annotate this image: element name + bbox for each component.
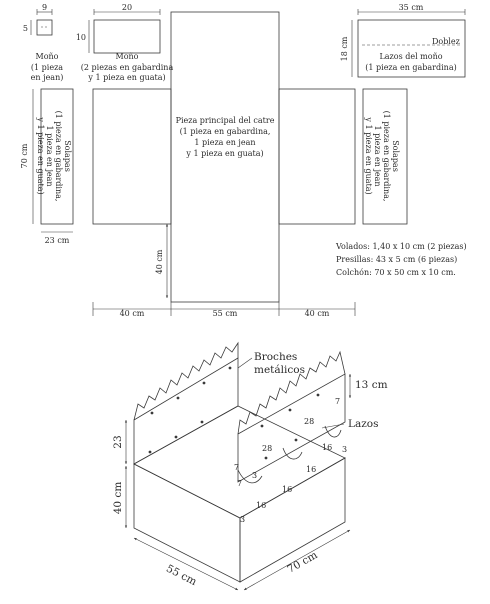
left-flap-line-1: Solapas: [63, 140, 72, 172]
main-piece-line-1: Pieza principal del catre: [175, 116, 275, 125]
lazos-height: 18 cm: [340, 36, 349, 62]
main-piece-line-3: 1 pieza en jean: [194, 138, 256, 147]
lazos-title: Lazos del moño: [379, 52, 443, 61]
inner-dim-7b: 7: [335, 397, 341, 406]
inner-dim-28b: 28: [304, 417, 315, 426]
mono-large-note-1: (2 piezas en gabardina: [80, 63, 174, 72]
note-presillas: Presillas: 43 x 5 cm (6 piezas): [336, 255, 458, 264]
mono-large-note-2: y 1 pieza en guata): [88, 73, 166, 82]
mono-small-note-2: en jean): [30, 73, 64, 82]
lazos-piece: [340, 3, 465, 77]
note-colchon: Colchón: 70 x 50 cm x 10 cm.: [336, 268, 456, 277]
main-piece-width: 55 cm: [212, 309, 238, 318]
mono-small-piece: [23, 3, 63, 82]
bed-3d-drawing: [112, 343, 388, 590]
mono-small-note-1: (1 pieza: [30, 63, 64, 72]
mono-small-title: Moño: [35, 52, 59, 61]
dim-55cm: 55 cm: [164, 562, 199, 589]
mono-large-piece: [76, 3, 174, 82]
mono-small-height: 5: [22, 24, 28, 33]
bottom-left-dim: 40 cm: [119, 309, 145, 318]
inner-dim-16b: 16: [282, 485, 293, 494]
bottom-right-dim: 40 cm: [304, 309, 330, 318]
inner-dim-7c: 7: [237, 479, 243, 488]
dim-70cm: 70 cm: [285, 549, 320, 576]
left-flap-line-2: (1 pieza en gabardina,: [54, 110, 63, 202]
left-flap-line-3: 1 pieza en jean: [45, 125, 54, 187]
dim-23: 23: [112, 435, 124, 449]
dim-13cm: 13 cm: [355, 379, 388, 391]
inner-dim-7a: 7: [234, 463, 240, 472]
inner-dim-3a: 3: [240, 515, 246, 524]
main-piece-line-4: y 1 pieza en guata): [186, 149, 264, 158]
note-volados: Volados: 1,40 x 10 cm (2 piezas): [336, 242, 467, 251]
broches-label-2: metálicos: [254, 364, 305, 376]
inner-dim-16d: 16: [322, 443, 333, 452]
dim-40cm: 40 cm: [112, 481, 124, 515]
lazos-width: 35 cm: [398, 3, 424, 12]
mono-large-height: 10: [75, 33, 86, 42]
right-flap-line-4: y 1 pieza en guata): [364, 117, 373, 195]
broches-label-1: Broches: [254, 351, 298, 363]
right-flap-line-3: 1 pieza en jean: [373, 125, 382, 187]
lazos-note: (1 pieza en gabardina): [365, 63, 457, 72]
mono-large-width: 20: [121, 3, 133, 12]
lazos-label: Lazos: [348, 418, 379, 430]
right-flap-line-1: Solapas: [391, 140, 400, 172]
left-flap-height: 70 cm: [20, 143, 29, 169]
right-flap-line-2: (1 pieza en gabardina,: [382, 110, 391, 202]
left-flap-line-4: y 1 pieza en guata): [36, 117, 45, 195]
inner-dim-3c: 3: [252, 471, 258, 480]
left-flap-width: 23 cm: [44, 236, 70, 245]
main-piece-height: 40 cm: [155, 249, 164, 275]
inner-dim-16a: 16: [256, 501, 267, 510]
mono-large-title: Moño: [115, 52, 139, 61]
main-piece-line-2: (1 pieza en gabardina,: [179, 127, 271, 136]
lazos-fold: Doblez: [432, 37, 460, 46]
inner-dim-28a: 28: [262, 444, 273, 453]
inner-dim-3b: 3: [342, 445, 348, 454]
mono-small-width: 9: [41, 3, 48, 12]
inner-dim-16c: 16: [306, 465, 317, 474]
